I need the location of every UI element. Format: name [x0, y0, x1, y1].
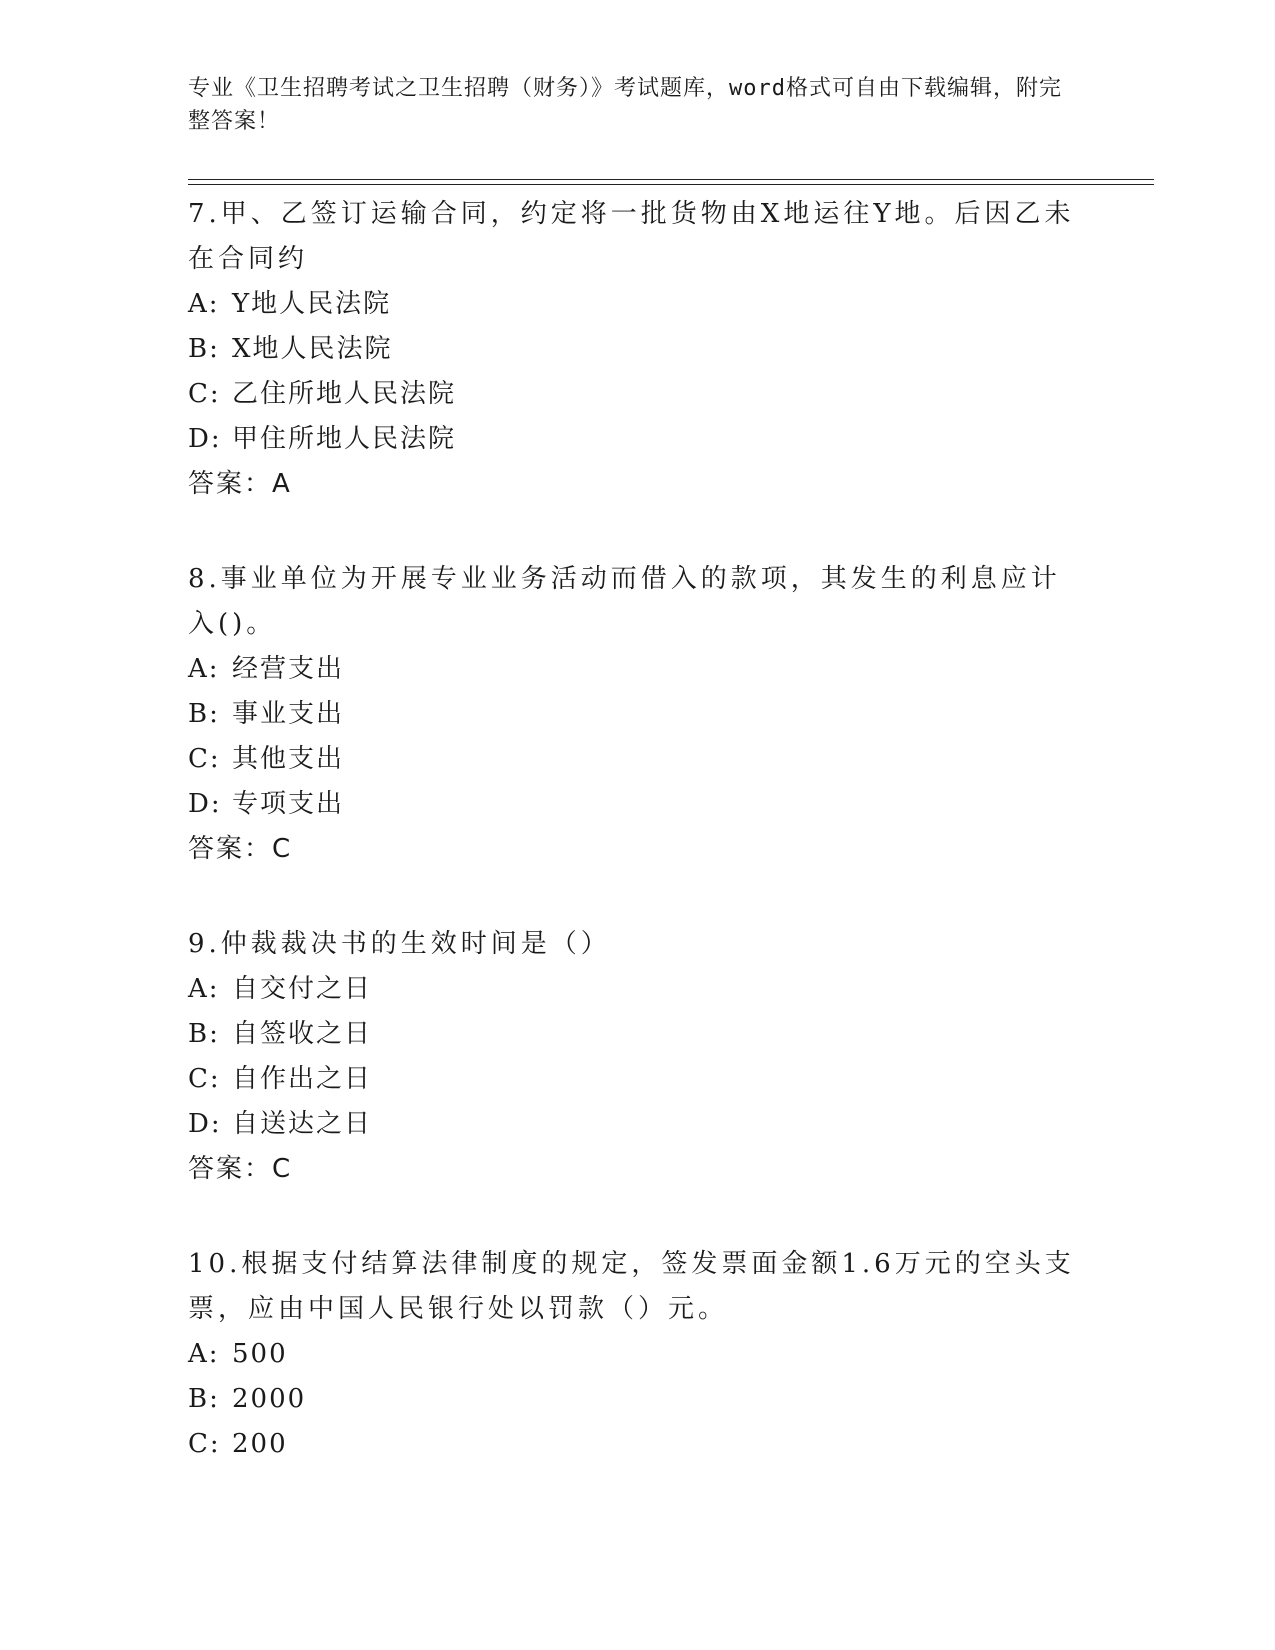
question-stem: 8.事业单位为开展专业业务活动而借入的款项，其发生的利息应计入()。 — [188, 564, 1061, 639]
option-letter: C: — [188, 1064, 221, 1094]
header-divider-top — [188, 179, 1154, 180]
option-letter: B: — [188, 699, 220, 729]
option-c — [188, 1422, 1078, 1467]
answer-line: 答案：C — [188, 1154, 293, 1184]
answer-line: 答案：C — [188, 834, 293, 864]
option-a — [188, 967, 1078, 1012]
option-text: 自作出之日 — [232, 1064, 373, 1094]
option-text: 2000 — [232, 1384, 307, 1414]
option-letter: C: — [188, 744, 221, 774]
answer-line: 答案：A — [188, 469, 292, 499]
option-d — [188, 1102, 1078, 1147]
option-letter: D: — [188, 424, 222, 454]
option-a — [188, 282, 1078, 327]
option-text: 专项支出 — [232, 789, 345, 819]
option-d — [188, 782, 1078, 827]
option-letter: B: — [188, 1384, 220, 1414]
option-text: 甲住所地人民法院 — [232, 424, 457, 454]
question-10 — [188, 1242, 1078, 1467]
question-stem: 7.甲、乙签订运输合同，约定将一批货物由X地运往Y地。后因乙未在合同约 — [188, 199, 1075, 274]
option-letter: A: — [188, 974, 220, 1004]
option-d — [188, 417, 1078, 462]
option-b — [188, 327, 1078, 372]
option-text: 自送达之日 — [232, 1109, 373, 1139]
option-c — [188, 1057, 1078, 1102]
option-letter: C: — [188, 379, 221, 409]
option-letter: C: — [188, 1429, 221, 1459]
option-text: 乙住所地人民法院 — [232, 379, 457, 409]
option-b — [188, 692, 1078, 737]
option-a — [188, 647, 1078, 692]
header-divider-bottom — [188, 184, 1154, 185]
option-text: Y地人民法院 — [232, 289, 392, 319]
question-stem: 9.仲裁裁决书的生效时间是（） — [188, 929, 611, 959]
question-9 — [188, 922, 1078, 1192]
option-c — [188, 737, 1078, 782]
option-letter: B: — [188, 334, 220, 364]
question-stem: 10.根据支付结算法律制度的规定，签发票面金额1.6万元的空头支票，应由中国人民银行处以罚款（）元。 — [188, 1249, 1075, 1324]
option-text: X地人民法院 — [232, 334, 393, 364]
document-header: 专业《卫生招聘考试之卫生招聘（财务）》考试题库，word格式可自由下载编辑，附完整答案！ — [188, 76, 1062, 134]
option-text: 自签收之日 — [232, 1019, 373, 1049]
option-text: 自交付之日 — [232, 974, 373, 1004]
option-text: 经营支出 — [232, 654, 345, 684]
option-b — [188, 1012, 1078, 1057]
question-8 — [188, 557, 1078, 872]
option-text: 其他支出 — [232, 744, 345, 774]
option-b — [188, 1377, 1078, 1422]
option-letter: A: — [188, 289, 220, 319]
question-7 — [188, 192, 1078, 507]
option-text: 事业支出 — [232, 699, 345, 729]
option-a — [188, 1332, 1078, 1377]
option-text: 200 — [232, 1429, 288, 1459]
option-c — [188, 372, 1078, 417]
option-letter: A: — [188, 654, 220, 684]
option-letter: A: — [188, 1339, 220, 1369]
option-letter: D: — [188, 1109, 222, 1139]
question-list — [188, 192, 1078, 1517]
option-letter: B: — [188, 1019, 220, 1049]
option-letter: D: — [188, 789, 222, 819]
option-text: 500 — [232, 1339, 288, 1369]
